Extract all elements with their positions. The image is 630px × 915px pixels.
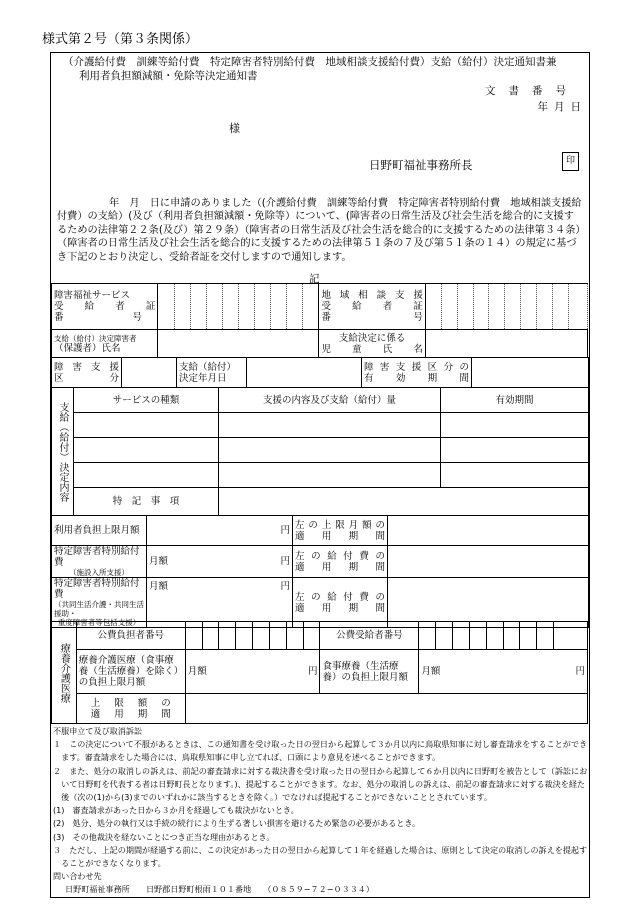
digit-cell[interactable] [568,284,587,330]
support-category-label: 障害支援 区分 [52,358,122,388]
digit-cell[interactable] [222,284,238,330]
addressee-suffix: 様 [229,122,240,135]
digit-cell[interactable] [287,284,303,330]
digit-cell[interactable] [269,622,286,650]
child-name-label: 支給決定に係る 児童氏名 [319,330,425,358]
digit-cell[interactable] [271,284,287,330]
title-line-1: （介護給付費 訓練等給付費 特定障害者特別給付費 地域相談支援給付費）支給（給付）決定通知書兼 [63,56,557,68]
digit-cell[interactable] [190,284,206,330]
digit-cell[interactable] [486,622,503,650]
ryoyo-limit-value[interactable]: 月額 円 [185,650,320,694]
special-benefit-b-label: 特定障害者特別給付費 （共同生活介護・共同生活援助・ 重度障害者等包括支援） [52,578,147,628]
digit-cell[interactable] [185,622,202,650]
digit-cell[interactable] [537,284,553,330]
digit-cell[interactable] [469,622,486,650]
seal-box: 印 [562,152,579,171]
svc-cert-no-label: 障害福祉サービス 受給者証 番号 [52,284,158,330]
digit-cell[interactable] [520,622,537,650]
category-validity-label: 障害支援区分の 有効期間 [362,358,472,388]
decision-date-label: 支給（給付） 決定年月日 [177,358,247,388]
body-text: 年 月 日に申請のありました（(介護給付費 訓練等給付費 特定障害者特別給付費 地域相談支援給付費）の支給）(及び（利用者負担額減額・免除等）について、(障害者の日常生活及び社会生活を総合的に支援するための法律第２２条(及び）第２９条）（障害者の日常生活及び社会生活を総合的に支援するための法律第３４条）（障害者の日常生活及び社会生活を総合的に支援するための法律第５１条の７及び第５１条の１４）の規定に基づき下記のとおり決定し、受給者証を交付しますので通知します。 [57,198,582,263]
decision-date-value[interactable] [247,358,362,388]
benefit-a-period-label: 左の給付費の 適用期間 [293,546,388,578]
limit-period-label: 左の上限月額の 適用期間 [293,516,388,546]
digit-cell[interactable] [473,284,489,330]
digit-cell[interactable] [441,284,457,330]
note-line: ２ また、処分の取消しの訴えは、前記の審査請求に対する裁決書を受け取った日の翌日から起算して６か月以内に日野町を被告として（訴訟にお [53,765,588,776]
digit-cell[interactable] [219,622,236,650]
note-line: １ この決定について不服があるときは、この通知書を受け取った日の翌日から起算して３か月以内に鳥取県知事に対し審査請求をすることができ [53,739,588,750]
sender-name: 日野町福祉事務所長 [369,158,473,172]
digit-cell[interactable] [303,622,320,650]
form-number: 様式第２号（第３条関係） [42,32,199,47]
ryoyo-period-value[interactable] [185,694,587,724]
support-category-value[interactable] [122,358,177,388]
digit-cell[interactable] [238,284,254,330]
digit-cell[interactable] [436,622,453,650]
note-line: 後（次の(1)から(3)までのいずれかに該当するときを除く。）でなければ提起することができないこととされています。 [53,792,492,803]
special-benefit-b-value[interactable]: 月額 円 [147,578,293,628]
digit-cell[interactable] [174,284,190,330]
content-cell[interactable] [441,463,589,488]
content-cell[interactable] [74,463,219,488]
title-line-2: 利用者負担額減額・免除等決定通知書 [79,70,258,82]
date-label: 年月日 [537,101,587,113]
content-cell[interactable] [441,413,589,438]
digit-cell[interactable] [489,284,505,330]
public-payer-no-label: 公費負担者番号 [76,622,185,650]
category-validity-value[interactable] [472,358,589,388]
digit-cell[interactable] [206,284,222,330]
benefit-a-period-value[interactable] [388,546,589,578]
benefit-b-period-value[interactable] [388,578,589,628]
decision-holder-value[interactable] [158,330,319,358]
digit-cell[interactable] [158,284,174,330]
digit-cell[interactable] [552,284,568,330]
digit-cell[interactable] [419,622,436,650]
digit-cell[interactable] [202,622,219,650]
validity-header: 有効期間 [441,388,589,413]
digit-cell[interactable] [303,284,319,330]
ryoyo-limit-label: 療養介護医療（食事療 養（生活療養）を除く） の負担上限月額 [76,650,185,694]
content-cell[interactable] [219,463,441,488]
content-cell[interactable] [441,438,589,463]
user-limit-label: 利用者負担上限月額 [52,516,147,546]
document-number-label: 文書番号 [485,85,579,97]
content-cell[interactable] [74,413,219,438]
note-line: (2) 処分、処分の執行又は手続の続行により生ずる著しい損害を避けるため緊急の必要があるとき。 [53,818,421,829]
special-notes-value[interactable] [219,488,589,516]
ryoyo-vertical-label: 療養介護医療 [52,622,77,724]
note-line: いて日野町を代表する者は日野町長となります。)、提起することができます。なお、処分の取消しの訴えは、前記の審査請求に対する裁決を経た [53,778,586,789]
limit-period-value[interactable] [388,516,589,546]
special-benefit-a-label: 特定障害者特別給付費 （施設入所支援） [52,546,147,578]
meal-limit-label: 食事療養（生活療 養）の負担上限月額 [320,650,419,694]
digit-cell[interactable] [425,284,441,330]
content-vertical-label: 支給（給付）決定内容 [52,388,74,516]
digit-cell[interactable] [457,284,473,330]
support-content-header: 支援の内容及び支給（給付）量 [219,388,441,413]
note-line: (3) その他裁決を経ないことにつき正当な理由があるとき。 [53,831,275,842]
contact-line: 日野町福祉事務所 日野郡日野町根雨１０１番地 （０８５９−７２−０３３４） [65,884,374,895]
content-cell[interactable] [219,413,441,438]
digit-cell[interactable] [453,622,470,650]
digit-cell[interactable] [253,622,270,650]
ryoyo-period-label: 上限額の 適用期間 [76,694,185,724]
digit-cell[interactable] [236,622,253,650]
note-heading: 不服申立て及び取消訴訟 [53,726,143,736]
ki-heading: 記 [309,273,320,285]
user-limit-value[interactable]: 円 [147,516,293,546]
service-type-header: サービスの種類 [74,388,219,413]
document-frame [50,52,590,898]
digit-cell[interactable] [537,622,554,650]
digit-cell[interactable] [255,284,271,330]
ryoyo-table [51,621,588,724]
region-cert-no-label: 地域相談支援 受給者証 番号 [319,284,425,330]
benefit-b-period-label: 左の給付費の 適用期間 [293,578,388,628]
note-line: ることができなくなります。 [53,858,166,869]
note-line: ３ ただし、上記の期間が経過する前に、この決定があった日の翌日から起算して１年を経過した場合は、原則として決定の取消しの訴えを提起す [53,844,588,855]
content-cell[interactable] [74,438,219,463]
digit-cell[interactable] [505,284,521,330]
id-table [51,283,588,358]
content-table [51,387,589,516]
decision-holder-label: 支給（給付）決定障害者 （保護者）氏名 [52,330,158,358]
note-line: ます。審査請求をした場合には、鳥取県知事に申し立てれば、口頭により意見を述べることができます。 [53,752,441,763]
special-notes-label: 特 記 事 項 [74,488,219,516]
note-line: (1) 審査請求があった日から３か月を経過しても裁決がないとき。 [53,805,299,816]
special-benefit-a-value[interactable]: 月額 円 [147,546,293,578]
public-recipient-no-label: 公費受給者番号 [320,622,419,650]
category-table [51,357,589,388]
appeal-notes [53,725,588,897]
child-name-value[interactable] [425,330,587,358]
digit-cell[interactable] [503,622,520,650]
digit-cell[interactable] [554,622,588,650]
meal-limit-value[interactable]: 月額 円 [419,650,588,694]
limit-table [51,515,589,628]
contact-heading: 問い合わせ先 [53,871,102,882]
content-cell[interactable] [219,438,441,463]
digit-cell[interactable] [286,622,303,650]
digit-cell[interactable] [521,284,537,330]
